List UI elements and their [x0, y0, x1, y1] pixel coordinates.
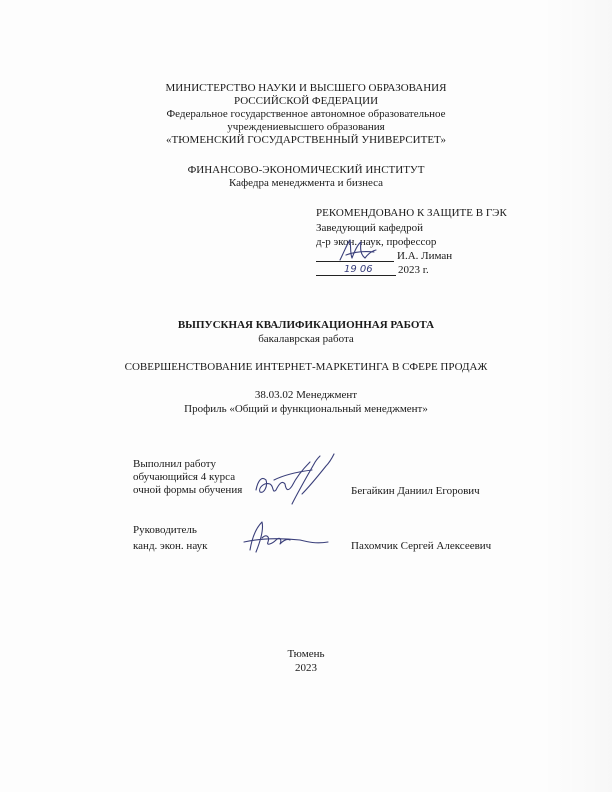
supervisor-signature [242, 516, 332, 560]
supervisor-label-2: канд. экон. наук [133, 540, 208, 552]
author-signature [252, 450, 337, 512]
supervisor-name: Пахомчик Сергей Алексеевич [351, 540, 492, 552]
approval-title: РЕКОМЕНДОВАНО К ЗАЩИТЕ В ГЭК [316, 207, 507, 219]
head-signature [338, 236, 378, 264]
institute-name: ФИНАНСОВО-ЭКОНОМИЧЕСКИЙ ИНСТИТУТ [187, 164, 425, 176]
institution-line-2: учреждениевысшего образования [227, 121, 385, 133]
university-name: «ТЮМЕНСКИЙ ГОСУДАРСТВЕННЫЙ УНИВЕРСИТЕТ» [166, 134, 446, 146]
institution-line-1: Федеральное государственное автономное образовательное [166, 108, 446, 120]
author-label-2: обучающийся 4 курса [133, 471, 236, 483]
approval-year: 2023 г. [398, 264, 429, 276]
work-subtype: бакалаврская работа [258, 333, 354, 345]
footer-city: Тюмень [287, 648, 325, 660]
approval-role: Заведующий кафедрой [316, 222, 423, 234]
ministry-line-1: МИНИСТЕРСТВО НАУКИ И ВЫСШЕГО ОБРАЗОВАНИЯ [165, 82, 447, 94]
supervisor-label-1: Руководитель [133, 524, 197, 536]
approval-degree: д-р экон. наук, профессор [316, 236, 437, 248]
specialty-code: 38.03.02 Менеджмент [254, 389, 358, 401]
author-label-1: Выполнил работу [133, 458, 216, 470]
ministry-line-2: РОССИЙСКОЙ ФЕДЕРАЦИИ [233, 95, 379, 107]
footer-year: 2023 [295, 662, 317, 674]
work-type: ВЫПУСКНАЯ КВАЛИФИКАЦИОННАЯ РАБОТА [177, 319, 435, 331]
work-title: СОВЕРШЕНСТВОВАНИЕ ИНТЕРНЕТ-МАРКЕТИНГА В СФЕРЕ ПРОДАЖ [124, 361, 488, 373]
specialty-profile: Профиль «Общий и функциональный менеджмент» [184, 403, 428, 415]
department-name: Кафедра менеджмента и бизнеса [228, 177, 384, 189]
approval-date-handwritten: 19 06 [344, 264, 373, 275]
author-name: Бегайкин Даниил Егорович [351, 485, 480, 497]
author-label-3: очной формы обучения [133, 484, 243, 496]
head-name: И.А. Лиман [397, 250, 453, 262]
